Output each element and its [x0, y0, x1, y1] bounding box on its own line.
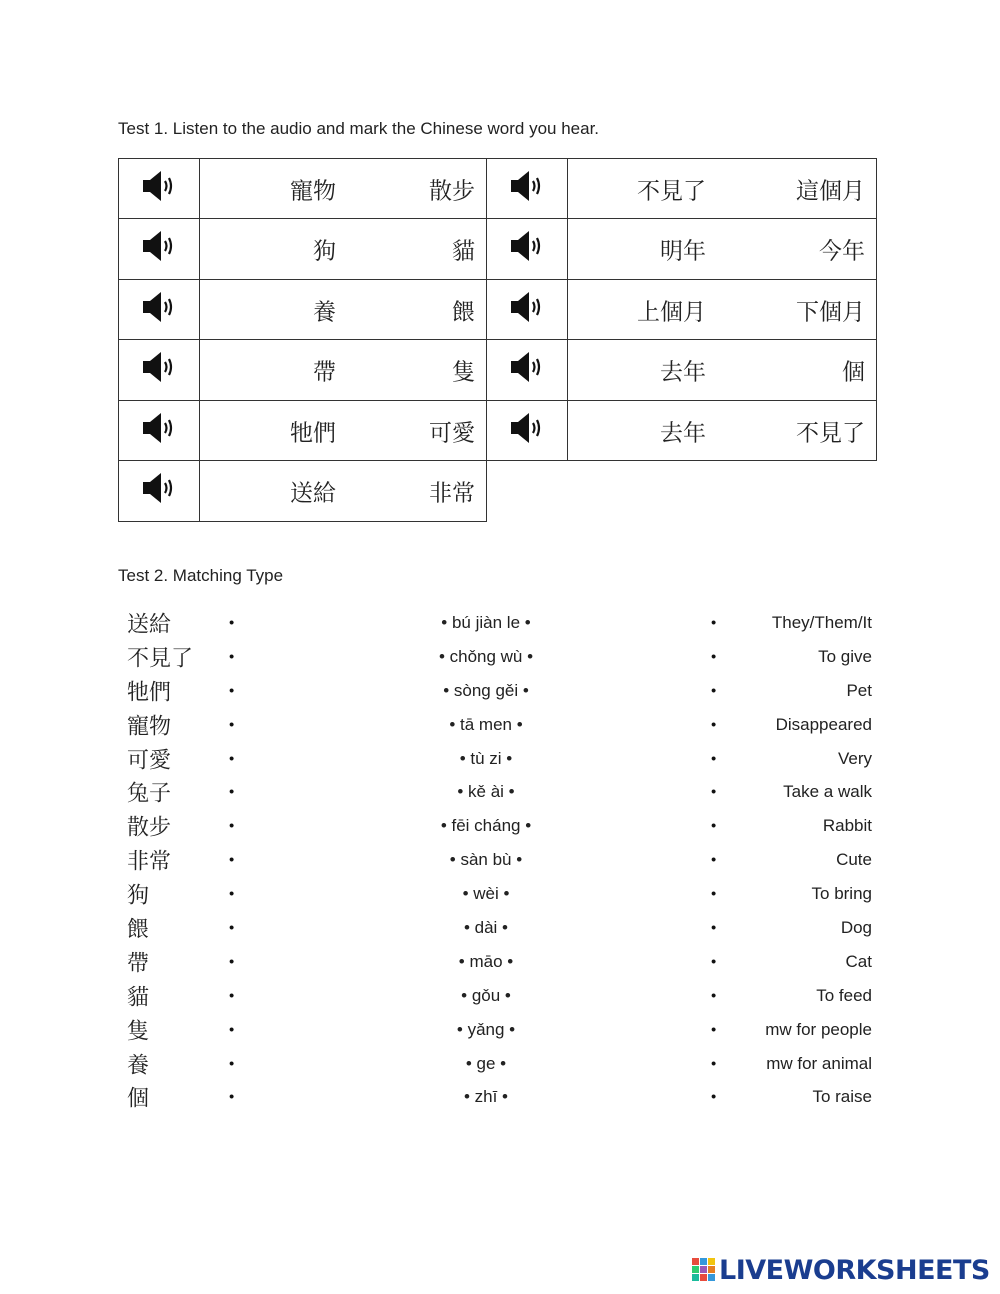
- matching-row: [0, 640, 1000, 674]
- word-pair-cell: [200, 340, 487, 401]
- speaker-icon[interactable]: [141, 169, 177, 203]
- word-pair-cell: [200, 401, 487, 461]
- match-dot[interactable]: •: [711, 953, 717, 971]
- matching-row: [0, 775, 1000, 809]
- matching-row: [0, 843, 1000, 877]
- match-dot[interactable]: •: [711, 1088, 717, 1106]
- pinyin-item[interactable]: • ge •: [465, 1053, 507, 1073]
- match-dot[interactable]: •: [711, 750, 717, 767]
- chinese-word: 個: [127, 1086, 150, 1112]
- word-option[interactable]: 餵: [452, 299, 475, 325]
- chinese-word: 餵: [127, 917, 150, 943]
- speaker-cell: [119, 280, 200, 340]
- word-pair-cell: [568, 219, 877, 280]
- chinese-word: 兔子: [127, 781, 172, 807]
- audio-row: [487, 401, 877, 461]
- word-option[interactable]: 個: [842, 359, 865, 386]
- match-dot[interactable]: •: [229, 987, 235, 1005]
- match-dot[interactable]: •: [711, 614, 717, 632]
- english-meaning: To bring: [811, 884, 872, 904]
- english-meaning: Dog: [840, 917, 872, 937]
- matching-row: [0, 877, 1000, 911]
- match-dot[interactable]: •: [229, 783, 235, 801]
- chinese-word: 狗: [127, 883, 150, 909]
- word-option[interactable]: 下個月: [796, 299, 865, 325]
- audio-row: [119, 461, 487, 522]
- english-meaning: Take a walk: [783, 782, 872, 802]
- match-dot[interactable]: •: [229, 1088, 235, 1106]
- matching-row: [0, 911, 1000, 945]
- match-dot[interactable]: •: [229, 817, 235, 835]
- english-meaning: Cat: [845, 951, 872, 971]
- matching-row: [0, 742, 1000, 776]
- word-option[interactable]: 明年: [660, 238, 706, 265]
- match-dot[interactable]: •: [711, 716, 717, 734]
- word-option[interactable]: 這個月: [796, 178, 865, 204]
- match-dot[interactable]: •: [229, 682, 235, 700]
- word-pair-cell: [568, 340, 877, 401]
- matching-row: [0, 674, 1000, 708]
- match-dot[interactable]: •: [229, 614, 235, 632]
- chinese-word: 牠們: [127, 680, 172, 706]
- word-option[interactable]: 貓: [452, 238, 475, 265]
- match-dot[interactable]: •: [229, 1021, 235, 1039]
- logo-blocks-icon: [692, 1258, 716, 1282]
- logo-text: LIVEWORKSHEETS: [719, 1254, 990, 1286]
- audio-row: [119, 159, 487, 219]
- word-option[interactable]: 寵物: [290, 178, 336, 204]
- match-dot[interactable]: •: [711, 885, 717, 903]
- match-dot[interactable]: •: [229, 750, 235, 767]
- pinyin-item[interactable]: • māo •: [458, 951, 514, 971]
- match-dot[interactable]: •: [711, 987, 717, 1005]
- speaker-icon[interactable]: [509, 290, 545, 324]
- pinyin-item[interactable]: • sòng gěi •: [443, 680, 529, 700]
- word-option[interactable]: 非常: [429, 480, 475, 507]
- word-option[interactable]: 不見了: [796, 420, 865, 446]
- word-option[interactable]: 散步: [429, 178, 475, 204]
- speaker-cell: [487, 159, 568, 219]
- pinyin-item[interactable]: • tù zi •: [459, 748, 513, 768]
- word-option[interactable]: 可愛: [429, 420, 475, 446]
- word-pair-cell: [200, 280, 487, 340]
- word-option[interactable]: 去年: [660, 420, 706, 446]
- english-meaning: Disappeared: [775, 714, 872, 734]
- test2-heading: Test 2. Matching Type: [118, 566, 284, 585]
- word-option[interactable]: 送給: [290, 480, 336, 507]
- word-option[interactable]: 牠們: [290, 420, 336, 446]
- word-option[interactable]: 養: [313, 299, 336, 325]
- speaker-icon[interactable]: [141, 229, 177, 263]
- matching-row: [0, 809, 1000, 843]
- pinyin-item[interactable]: • gǒu •: [461, 985, 511, 1005]
- match-dot[interactable]: •: [229, 648, 235, 666]
- match-dot[interactable]: •: [229, 919, 235, 937]
- match-dot[interactable]: •: [711, 783, 717, 801]
- word-option[interactable]: 隻: [452, 359, 475, 386]
- matching-row: [0, 1047, 1000, 1081]
- speaker-icon[interactable]: [141, 411, 177, 445]
- word-option[interactable]: 去年: [660, 359, 706, 386]
- audio-row: [119, 401, 487, 461]
- speaker-cell: [487, 280, 568, 340]
- audio-grid-left: [118, 158, 487, 522]
- matching-row: [0, 945, 1000, 979]
- test1-heading: Test 1. Listen to the audio and mark the Chinese word you hear.: [118, 119, 600, 138]
- speaker-icon[interactable]: [141, 290, 177, 324]
- pinyin-item[interactable]: • zhī •: [463, 1087, 509, 1107]
- pinyin-item[interactable]: • dài •: [463, 917, 509, 937]
- audio-row: [119, 219, 487, 280]
- speaker-cell: [487, 401, 568, 461]
- word-pair-cell: [200, 461, 487, 522]
- word-pair-cell: [200, 159, 487, 219]
- speaker-icon[interactable]: [509, 229, 545, 263]
- speaker-cell: [487, 340, 568, 401]
- word-option[interactable]: 上個月: [637, 299, 706, 325]
- audio-grid-right: [486, 158, 877, 461]
- speaker-icon[interactable]: [509, 350, 545, 384]
- speaker-cell: [119, 219, 200, 280]
- chinese-word: 貓: [127, 985, 150, 1011]
- word-option[interactable]: 不見了: [637, 178, 706, 204]
- match-dot[interactable]: •: [229, 851, 235, 869]
- match-dot[interactable]: •: [229, 1055, 235, 1073]
- english-meaning: Rabbit: [822, 816, 872, 836]
- chinese-word: 不見了: [127, 646, 194, 672]
- matching-row: [0, 979, 1000, 1013]
- audio-row: [487, 219, 877, 280]
- word-pair-cell: [568, 280, 877, 340]
- word-option[interactable]: 帶: [313, 359, 336, 386]
- chinese-word: 隻: [127, 1019, 150, 1045]
- audio-row: [119, 340, 487, 401]
- match-dot[interactable]: •: [711, 817, 717, 835]
- english-meaning: mw for animal: [766, 1053, 872, 1073]
- word-pair-cell: [568, 159, 877, 219]
- chinese-word: 養: [127, 1053, 150, 1079]
- match-dot[interactable]: •: [229, 716, 235, 734]
- match-dot[interactable]: •: [711, 1055, 717, 1073]
- pinyin-item[interactable]: • bú jiàn le •: [441, 612, 531, 632]
- speaker-cell: [487, 219, 568, 280]
- word-option[interactable]: 狗: [313, 238, 336, 265]
- english-meaning: To raise: [812, 1087, 872, 1107]
- matching-row: [0, 606, 1000, 640]
- match-dot[interactable]: •: [711, 851, 717, 869]
- speaker-cell: [119, 461, 200, 522]
- english-meaning: Very: [837, 748, 872, 768]
- word-pair-cell: [568, 401, 877, 461]
- english-meaning: They/Them/It: [771, 612, 872, 632]
- english-meaning: To give: [818, 646, 872, 666]
- speaker-cell: [119, 159, 200, 219]
- matching-row: [0, 708, 1000, 742]
- english-meaning: Cute: [836, 850, 872, 870]
- speaker-icon[interactable]: [141, 471, 177, 505]
- chinese-word: 可愛: [127, 748, 172, 773]
- speaker-cell: [119, 401, 200, 461]
- match-dot[interactable]: •: [711, 648, 717, 666]
- pinyin-item[interactable]: • kě ài •: [457, 782, 515, 802]
- speaker-icon[interactable]: [509, 169, 545, 203]
- pinyin-item[interactable]: • tā men •: [449, 714, 523, 734]
- speaker-cell: [119, 340, 200, 401]
- matching-row: [0, 1080, 1000, 1114]
- pinyin-item[interactable]: • wèi •: [462, 884, 510, 904]
- match-dot[interactable]: •: [711, 682, 717, 700]
- audio-row: [119, 280, 487, 340]
- match-dot[interactable]: •: [711, 919, 717, 937]
- chinese-word: 送給: [127, 612, 172, 638]
- matching-row: [0, 1013, 1000, 1047]
- pinyin-item[interactable]: • sàn bù •: [449, 850, 523, 870]
- matching-list: [0, 606, 1000, 1114]
- audio-row: [487, 340, 877, 401]
- pinyin-item[interactable]: • yǎng •: [456, 1019, 516, 1039]
- chinese-word: 散步: [127, 815, 172, 841]
- chinese-word: 非常: [127, 849, 172, 875]
- english-meaning: Pet: [846, 680, 872, 700]
- english-meaning: mw for people: [765, 1019, 872, 1039]
- pinyin-item[interactable]: • chǒng wù •: [438, 646, 534, 666]
- speaker-icon[interactable]: [509, 411, 545, 445]
- chinese-word: 寵物: [127, 714, 172, 740]
- word-option[interactable]: 今年: [819, 238, 865, 265]
- speaker-icon[interactable]: [141, 350, 177, 384]
- match-dot[interactable]: •: [229, 953, 235, 971]
- match-dot[interactable]: •: [711, 1021, 717, 1039]
- match-dot[interactable]: •: [229, 885, 235, 903]
- liveworksheets-logo: [692, 1253, 990, 1287]
- audio-row: [487, 280, 877, 340]
- pinyin-item[interactable]: • fēi cháng •: [440, 816, 532, 836]
- chinese-word: 帶: [127, 951, 150, 977]
- english-meaning: To feed: [816, 985, 872, 1005]
- word-pair-cell: [200, 219, 487, 280]
- audio-row: [487, 159, 877, 219]
